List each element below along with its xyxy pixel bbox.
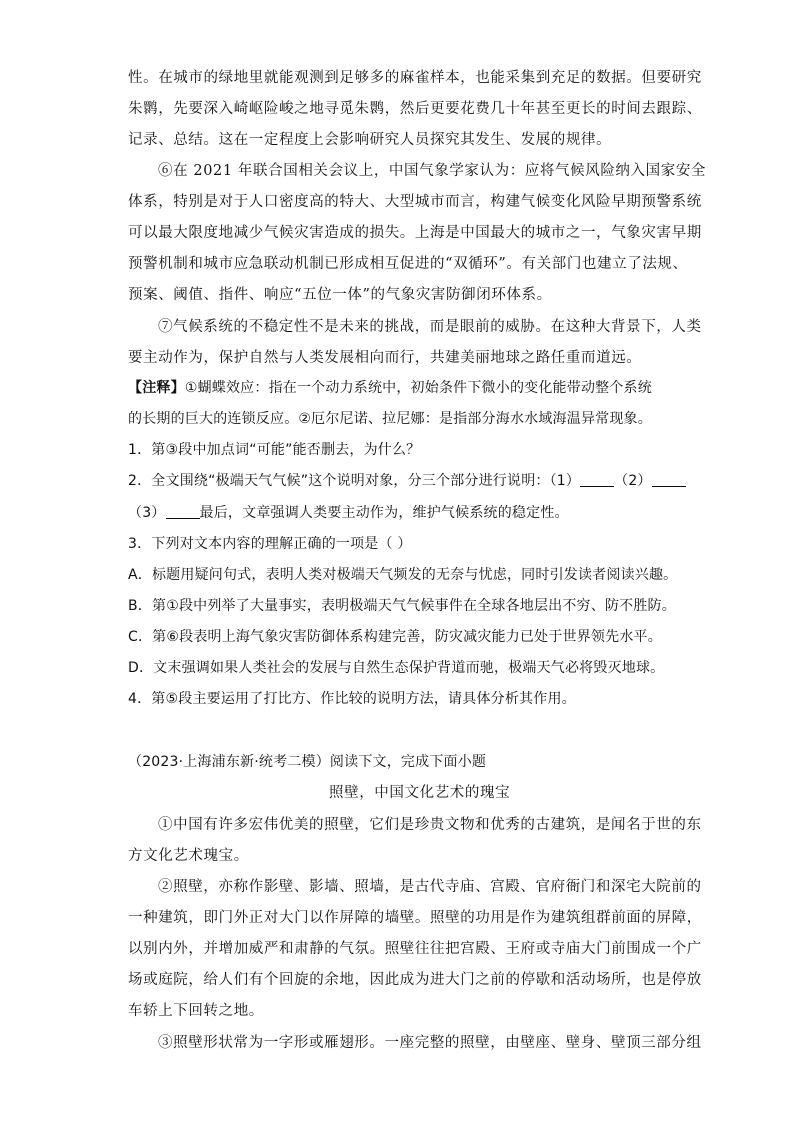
passage2-title: 照壁，中国文化艺术的瑰宝 xyxy=(329,785,511,801)
passage1-p6-line5: 预案、阈值、指件、响应“五位一体”的气象灾害防御闭环体系。 xyxy=(128,287,552,303)
passage2-p2-line5: 车轿上下回转之地。 xyxy=(128,1003,264,1019)
notes-label: 【注释】 xyxy=(128,380,185,396)
question-2-text: 2．全文围绕“极端天气气候”这个说明对象，分三个部分进行说明：（1） xyxy=(128,473,581,489)
answer-blank-1[interactable] xyxy=(580,472,614,487)
passage2-p2-line2: 一种建筑，即门外正对大门以作屏障的墙壁。照壁的功用是作为建筑组群前面的屏障， xyxy=(128,910,702,926)
notes-line1 xyxy=(128,378,652,398)
question-2-line2 xyxy=(128,503,569,523)
question-2-part2: （2） xyxy=(614,473,652,489)
passage2-source: （2023·上海浦东新·统考二模）阅读下文，完成下面小题 xyxy=(128,754,487,770)
question-3-option-b: B．第①段中列举了大量事实，表明极端天气气候事件在全球各地层出不穷、防不胜防。 xyxy=(128,598,676,614)
passage2-p2-line1: ②照壁，亦称作影壁、影墙、照墙，是古代寺庙、宫殿、官府衙门和深宅大院前的 xyxy=(158,879,702,895)
question-1: 1．第③段中加点词“可能”能否删去，为什么？ xyxy=(128,442,421,458)
passage2-p1-line1: ①中国有许多宏伟优美的照壁，它们是珍贵文物和优秀的古建筑，是闻名于世的东 xyxy=(158,817,702,833)
passage1-p5-line1: 性。在城市的绿地里就能观测到足够多的麻雀样本，也能采集到充足的数据。但要研究 xyxy=(128,70,702,86)
passage2-p3-line1: ③照壁形状常为一字形或雁翅形。一座完整的照壁，由壁座、壁身、壁顶三部分组 xyxy=(158,1035,702,1051)
passage1-p5-line2: 朱鹮，先要深入崎岖险峻之地寻觅朱鹮，然后更要花费几十年甚至更长的时间去跟踪、 xyxy=(128,101,702,117)
question-3-option-a: A．标题用疑问句式，表明人类对极端天气频发的无奈与忧虑，同时引发读者阅读兴趣。 xyxy=(128,567,678,583)
question-3-option-c: C．第⑥段表明上海气象灾害防御体系构建完善，防灾减灾能力已处于世界领先水平。 xyxy=(128,629,662,645)
passage2-p1-line2: 方文化艺术瑰宝。 xyxy=(128,848,249,864)
passage1-p6-line4: 预警机制和城市应急联动机制已形成相互促进的“双循环”。有关部门也建立了法规、 xyxy=(128,256,688,272)
passage1-p6-line2: 体系，特别是对于人口密度高的特大、大型城市而言，构建气候变化风险早期预警系统 xyxy=(128,194,702,210)
question-4: 4．第⑤段主要运用了打比方、作比较的说明方法，请具体分析其作用。 xyxy=(128,691,576,707)
passage1-p5-line3: 记录、总结。这在一定程度上会影响研究人员探究其发生、发展的规律。 xyxy=(128,132,612,148)
passage1-p6-line1: ⑥在 2021 年联合国相关会议上，中国气象学家认为：应将气候风险纳入国家安全 xyxy=(158,163,707,179)
notes-text1: ①蝴蝶效应：指在一个动力系统中，初始条件下微小的变化能带动整个系统 xyxy=(184,380,652,396)
answer-blank-3[interactable] xyxy=(166,504,200,519)
passage1-p7-line2: 要主动作为，保护自然与人类发展相向而行，共建美丽地球之路任重而道远。 xyxy=(128,350,642,366)
passage2-p2-line3: 以别内外，并增加威严和肃静的气氛。照壁往往把宫殿、王府或寺庙大门前围成一个广 xyxy=(128,941,702,957)
question-3-option-d: D．文末强调如果人类社会的发展与自然生态保护背道而驰，极端天气必将毁灭地球。 xyxy=(128,660,665,676)
passage2-p2-line4: 场或庭院，给人们有个回旋的余地，因此成为进大门之前的停歇和活动场所，也是停放 xyxy=(128,972,702,988)
question-3: 3．下列对文本内容的理解正确的一项是（ ） xyxy=(128,536,412,552)
question-2-part3: （3） xyxy=(128,505,166,521)
passage1-p6-line3: 可以最大限度地减少气候灾害造成的损失。上海是中国最大的城市之一，气象灾害早期 xyxy=(128,225,702,241)
question-2-line1 xyxy=(128,471,686,491)
notes-line2: 的长期的巨大的连锁反应。②厄尔尼诺、拉尼娜：是指部分海水水域海温异常现象。 xyxy=(128,411,652,427)
answer-blank-2[interactable] xyxy=(652,472,686,487)
passage1-p7-line1: ⑦气候系统的不稳定性不是未来的挑战，而是眼前的威胁。在这种大背景下，人类 xyxy=(158,319,702,335)
question-2-tail: 最后，文章强调人类要主动作为，维护气候系统的稳定性。 xyxy=(199,505,569,521)
